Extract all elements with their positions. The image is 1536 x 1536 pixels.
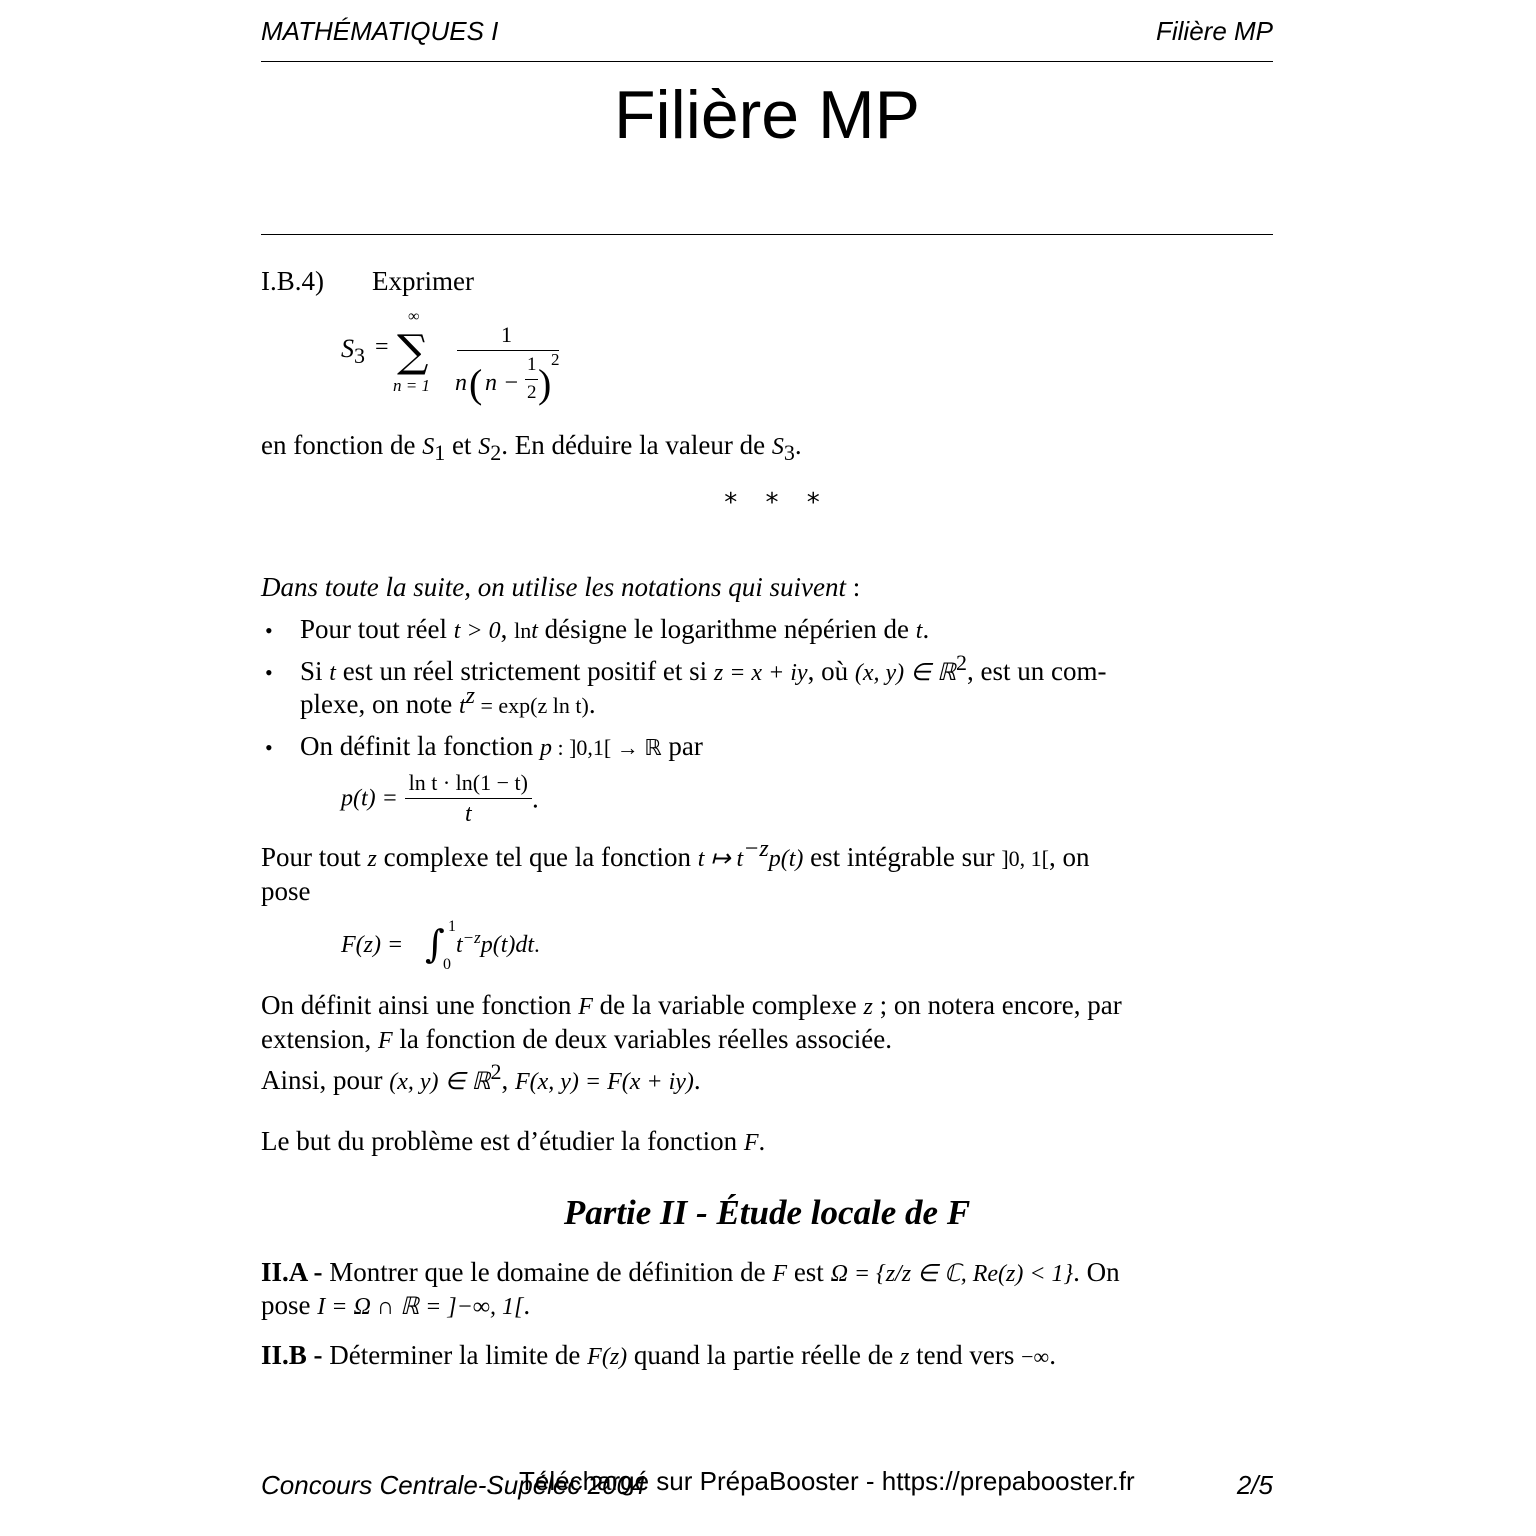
notation-item-power: Si t est un réel strictement positif et si z = x + iy, où (x, y) ∈ ℝ$^2$, est un com- [300,650,1107,686]
denominator-inner: n − [485,370,520,396]
question-iia-line2: pose I = Ω ∩ ℝ = ]−∞, 1[. [261,1290,531,1320]
notations-intro: Dans toute la suite, on utilise les notations qui suivent : [261,572,861,602]
integrand: $t^{-z}p(t)dt$. [456,928,540,958]
half-denominator: 2 [527,382,537,403]
integral-lower: 0 [443,956,451,973]
definition-f-line1: Pour tout z complexe tel que la fonction t ↦ $t^{-z}p(t)$ est intégrable sur ]0, 1[, on [261,836,1090,872]
exponent: 2 [551,350,560,369]
question-verb: Exprimer [372,266,474,296]
problem-goal: Le but du problème est d’étudier la fonction F. [261,1126,766,1156]
denominator-n: n [455,370,467,396]
formula-p: p(t) = $\frac{\text{ln t · ln(1 − t)}}{t}$ . [341,770,539,827]
page-number: 2/5 [1236,1470,1273,1500]
bullet-icon: • [265,660,273,685]
header-track: Filière MP [1155,16,1273,46]
question-ib4-heading [261,266,474,297]
question-label: I.B.4) [261,266,324,296]
question-iib-label: II.B - [261,1340,323,1370]
extension-line1: On définit ainsi une fonction F de la variable complexe z ; on notera encore, par [261,990,1122,1020]
notation-item-p: On définit la fonction p : ]0,1[ → ℝ par [300,731,703,761]
sum-lower-bound: n = 1 [393,376,430,395]
sum-upper-bound: ∞ [408,308,420,325]
left-paren: ( [469,361,483,406]
footer-exam: Concours Centrale-Supélec 2004 [261,1470,646,1500]
sigma-icon: ∑ [397,326,429,377]
integral-upper: 1 [448,918,456,935]
question-iia-line1: II.A - Montrer que le domaine de définition de F est Ω = {z/z ∈ ℂ, Re(z) < 1}. On [261,1257,1120,1287]
formula-f [341,918,641,978]
notation-item-power-line2: plexe, on note $t^z = \exp(z$ ln t). [300,683,596,719]
equals-sign: = [375,334,389,360]
page-title: Filière MP [613,77,921,153]
header-subject: MATHÉMATIQUES I [261,16,499,46]
footer-watermark: Téléchargé sur PrépaBooster - https://prepabooster.fr [519,1466,1135,1496]
bullet-icon: • [265,618,273,643]
document-page [261,0,1273,1536]
definition-f-line2: pose [261,876,311,906]
half-numerator: 1 [527,354,537,375]
title-rule [261,234,1273,235]
bullet-icon: • [265,735,273,760]
f-lhs: F(z) = [341,932,404,958]
integral-icon: ∫ [425,922,445,966]
extension-line3: Ainsi, pour (x, y) ∈ ℝ$^2$, F(x, y) = F(x + iy). [261,1059,701,1095]
fraction-bar [457,350,559,351]
notation-item-ln: Pour tout réel t > 0, lnt désigne le logarithme népérien de t. [300,614,930,644]
question-ib4-line2: en fonction de $S_1$ et $S_2$. En déduire la valeur de $S_3$. [261,430,802,465]
fraction-numerator: 1 [501,322,512,347]
section-separator: * * * [724,488,830,518]
header-rule [261,61,1273,62]
formula-s3 [341,308,641,418]
part-title: Partie II - Étude locale de F [563,1193,971,1232]
half-bar [525,379,538,380]
formula-lhs: $S_3$ [341,334,365,369]
question-iia-label: II.A - [261,1257,323,1287]
right-paren: ) [538,361,552,406]
question-iib: II.B - Déterminer la limite de F(z) quand la partie réelle de z tend vers −∞. [261,1340,1056,1370]
extension-line2: extension, F la fonction de deux variables réelles associée. [261,1024,892,1054]
